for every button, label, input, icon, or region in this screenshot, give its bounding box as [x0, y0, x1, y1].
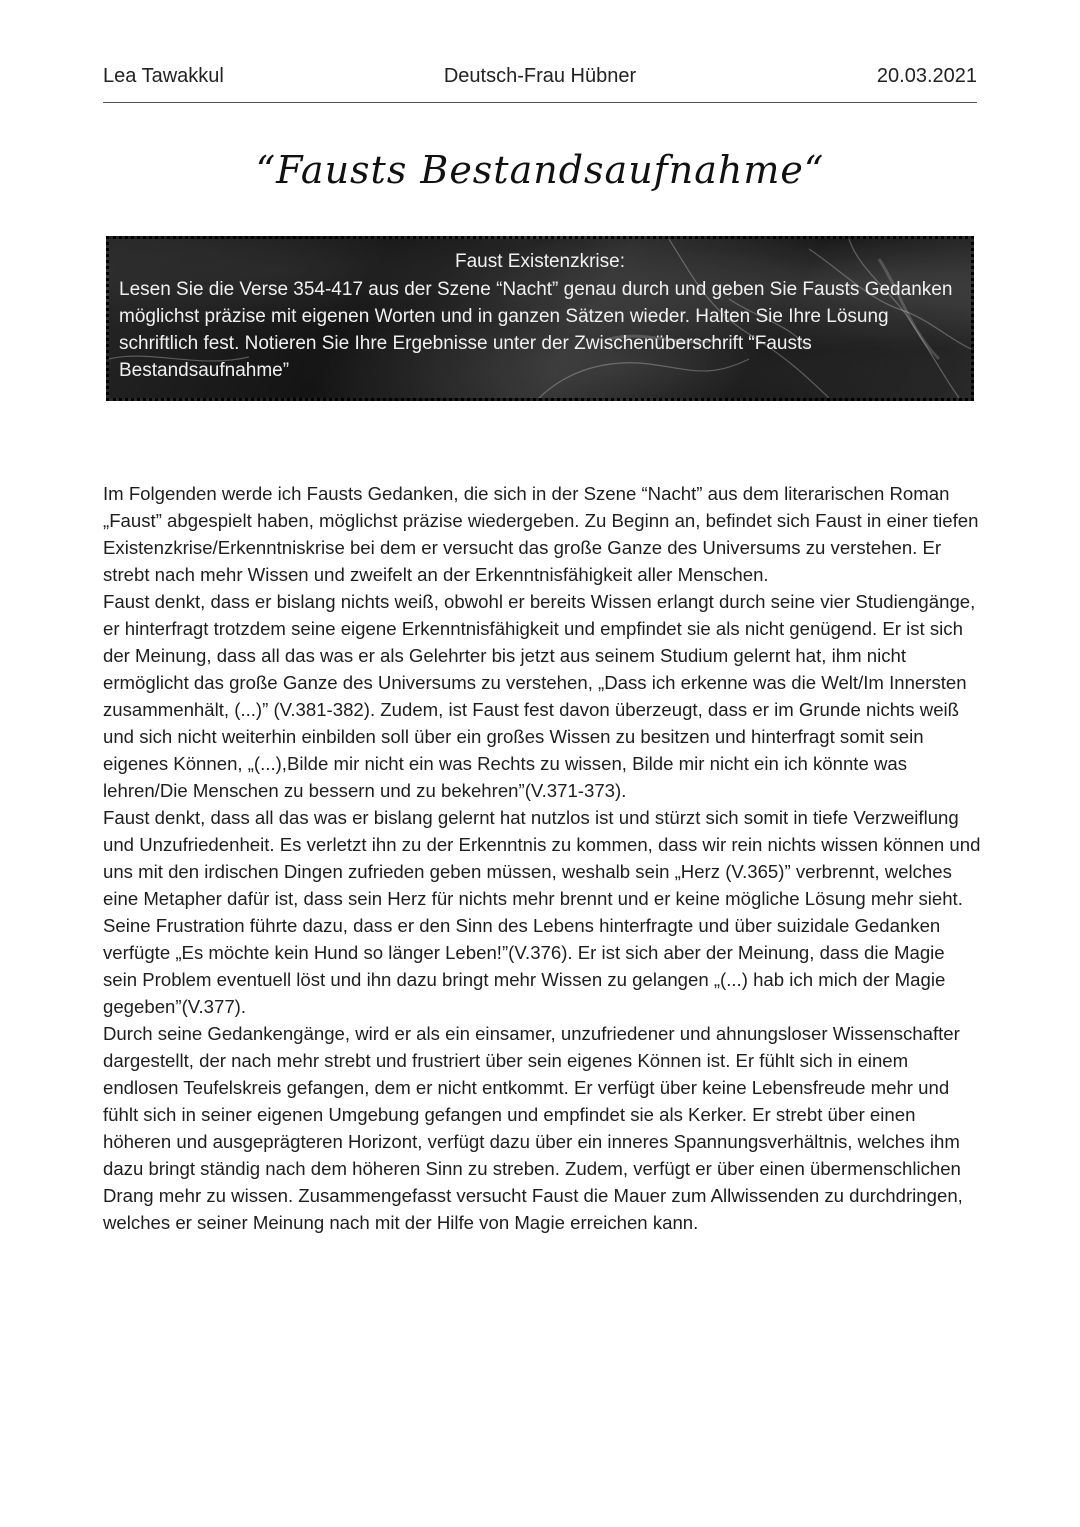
task-heading: Faust Existenzkrise:	[455, 251, 625, 272]
page-header	[103, 62, 977, 94]
essay-paragraph: Im Folgenden werde ich Fausts Gedanken, die sich in der Szene “Nacht” aus dem literarischen Roman „Faust” abgespielt haben, möglichst präzise wiedergeben. Zu Beginn an, befindet sich Faust in einer tiefen Existenzkrise/Erkenntniskrise bei dem er versucht das große Ganze des Universums zu verstehen. Er strebt nach mehr Wissen und zweifelt an der Erkenntnisfähigkeit aller Menschen.	[103, 483, 979, 585]
header-divider	[103, 102, 977, 103]
essay-body	[103, 480, 983, 1236]
task-box	[106, 236, 974, 401]
essay-paragraph: Faust denkt, dass er bislang nichts weiß, obwohl er bereits Wissen erlangt durch seine vier Studiengänge, er hinterfragt trotzdem seine eigene Erkenntnisfähigkeit und empfindet sie als nicht genügend. Er ist sich der Meinung, dass all das was er als Gelehrter bis jetzt aus seinem Studium gelernt hat, ihm nicht ermöglicht das große Ganze des Universums zu verstehen, „Dass ich erkenne was die Welt/Im Innersten zusammenhält, (...)” (V.381-382). Zudem, ist Faust fest davon überzeugt, dass er im Grunde nichts weiß und sich nicht weiterhin einbilden soll über ein großes Wissen zu besitzen und hinterfragt somit sein eigenes Können, „(...),Bilde mir nicht ein was Rechts zu wissen, Bilde mir nicht ein ich könnte was lehren/Die Menschen zu bessern und zu bekehren”(V.371-373).	[103, 591, 976, 801]
task-instructions: Lesen Sie die Verse 354-417 aus der Szene “Nacht” genau durch und geben Sie Fausts Gedanken möglichst präzise mit eigenen Worten und in ganzen Sätzen wieder. Halten Sie Ihre Lösung schriftlich fest. Notieren Sie Ihre Ergebnisse unter der Zwischenüberschrift “Fausts Bestandsaufnahme”	[119, 279, 953, 381]
author-name: Lea Tawakkul	[103, 65, 224, 87]
essay-paragraph: Durch seine Gedankengänge, wird er als ein einsamer, unzufriedener und ahnungsloser Wissenschafter dargestellt, der nach mehr strebt und frustriert über sein eigenes Können ist. Er fühlt sich in einem endlosen Teufelskreis gefangen, dem er nicht entkommt. Er verfügt über keine Lebensfreude mehr und fühlt sich in seiner eigenen Umgebung gefangen und empfindet sie als Kerker. Er strebt über einen höheren und ausgeprägteren Horizont, verfügt dazu über ein inneres Spannungsverhältnis, welches ihm dazu bringt ständig nach dem höheren Sinn zu streben. Zudem, verfügt er über einen übermenschlichen Drang mehr zu wissen. Zusammengefasst versucht Faust die Mauer zum Allwissenden zu durchdringen, welches er seiner Meinung nach mit der Hilfe von Magie erreichen kann.	[103, 1023, 963, 1233]
page-title: “Fausts Bestandsaufnahme“	[255, 148, 825, 192]
document-date: 20.03.2021	[876, 65, 977, 87]
course-name: Deutsch-Frau Hübner	[443, 65, 637, 87]
essay-paragraph: Faust denkt, dass all das was er bislang gelernt hat nutzlos ist und stürzt sich somit in tiefe Verzweiflung und Unzufriedenheit. Es verletzt ihn zu der Erkenntnis zu kommen, dass wir rein nichts wissen können und uns mit den irdischen Dingen zufrieden geben müssen, weshalb sein „Herz (V.365)” verbrennt, welches eine Metapher dafür ist, dass sein Herz für nichts mehr brennt und er keine mögliche Lösung mehr sieht. Seine Frustration führte dazu, dass er den Sinn des Lebens hinterfragte und über suizidale Gedanken verfügte „Es möchte kein Hund so länger Leben!”(V.376). Er ist sich aber der Meinung, dass die Magie sein Problem eventuell löst und ihn dazu bringt mehr Wissen zu gelangen „(...) hab ich mich der Magie gegeben”(V.377).	[103, 807, 981, 1017]
